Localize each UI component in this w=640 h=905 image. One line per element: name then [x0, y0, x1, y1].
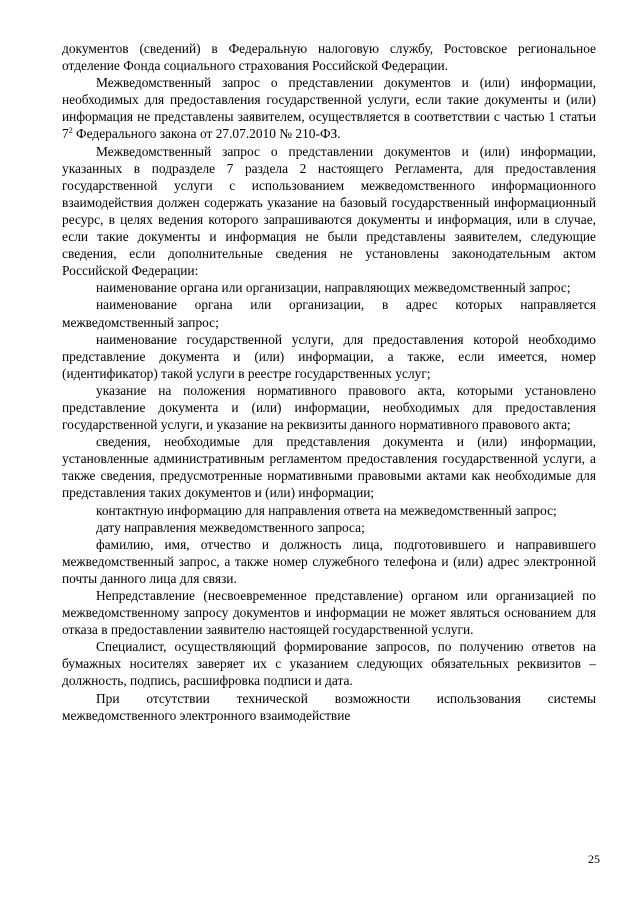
law-reference: Федерального закона от 27.07.2010 № 210-ФЗ. [72, 126, 341, 142]
list-item-request-date: дату направления межведомственного запроса; [96, 519, 365, 535]
paragraph-request-contents: Межведомственный запрос о представлении документов и (или) информации, указанных в подразделе 7 раздела 2 настоящего Регламента, для предоставления государственной услуги с использованием межведомственного информационного взаимодействия должен содержать указание на базовый государственный информационный ресурс, в целях ведения которого запрашиваются документы и информация, или в случае, если такие документы и информация не были представлены заявителем, следующие сведения, если дополнительные сведения не установлены законодательным актом Российской Федерации: [62, 143, 596, 279]
list-item-addressee-body: наименование органа или организации, в адрес которых направляется межведомственный запрос; [62, 297, 596, 330]
page-body [62, 40, 596, 724]
paragraph-continuation: документов (сведений) в Федеральную налоговую службу, Ростовское региональное отделение Фонда социального страхования Российской Федерации. [62, 41, 596, 74]
list-item-requesting-body: наименование органа или организации, направляющих межведомственный запрос; [96, 280, 571, 296]
article-superscript: 2 [68, 126, 73, 136]
paragraph-text: Межведомственный запрос о представлении документов и (или) информации, необходимых для предоставления государственной услуги, если такие документы и (или) информация не представлены заявителем, осуществляется в соответствии с частью 1 статьи 7 [62, 75, 596, 142]
list-item-responsible-person: фамилию, имя, отчество и должность лица, подготовившего и направившего межведомственный запрос, а также номер служебного телефона и (или) адрес электронной почты данного лица для связи. [62, 536, 596, 586]
page-number: 25 [588, 852, 600, 866]
paragraph-no-technical-possibility: При отсутствии технической возможности использования системы межведомственного электронного взаимодействие [62, 690, 596, 723]
list-item-required-info: сведения, необходимые для представления документа и (или) информации, установленные административным регламентом предоставления государственной услуги, а также сведения, предусмотренные нормативными правовыми актами как необходимые для представления таких документов и (или) информации; [62, 434, 596, 501]
list-item-service-name: наименование государственной услуги, для предоставления которой необходимо представление документа и (или) информации, а также, если имеется, номер (идентификатор) такой услуги в реестре государственных услуг; [62, 331, 596, 381]
paragraph-non-submission: Непредставление (несвоевременное представление) органом или организацией по межведомственному запросу документов и информации не может являться основанием для отказа в предоставлении заявителю настоящей государственной услуги. [62, 588, 596, 638]
list-item-contact-info: контактную информацию для направления ответа на межведомственный запрос; [96, 502, 557, 518]
paragraph-interagency-request [62, 74, 596, 142]
paragraph-specialist: Специалист, осуществляющий формирование запросов, по получению ответов на бумажных носителях заверяет их с указанием следующих обязательных реквизитов – должность, подпись, расшифровка подписи и дата. [62, 639, 596, 689]
list-item-legal-act: указание на положения нормативного правового акта, которыми установлено представление документа и (или) информации, необходимых для предоставления государственной услуги, и указание на реквизиты данного нормативного правового акта; [62, 382, 596, 433]
